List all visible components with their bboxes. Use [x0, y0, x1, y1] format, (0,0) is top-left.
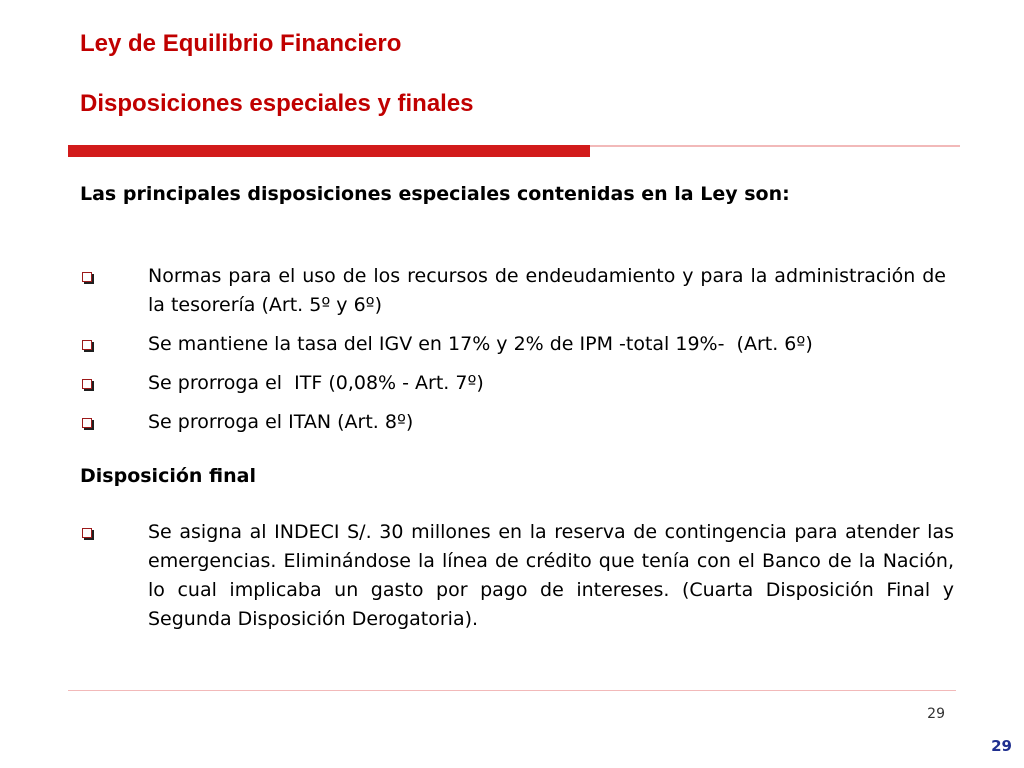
bullet-text: Se mantiene la tasa del IGV en 17% y 2% de IPM -total 19%- (Art. 6º) — [148, 333, 813, 355]
final-bullet-list — [80, 518, 954, 644]
slide-title: Ley de Equilibrio Financiero — [80, 30, 402, 57]
intro-text: Las principales disposiciones especiales contenidas en la Ley son: — [80, 183, 790, 205]
bullet-text: Se prorroga el ITAN (Art. 8º) — [148, 411, 414, 433]
list-item — [80, 262, 946, 320]
list-item — [80, 330, 946, 359]
footer-divider — [68, 690, 956, 691]
checkbox-bullet-icon — [82, 379, 92, 389]
list-item — [80, 518, 954, 634]
main-bullet-list — [80, 262, 946, 447]
slide-subtitle: Disposiciones especiales y finales — [80, 90, 474, 117]
title-divider-thick — [68, 145, 590, 157]
checkbox-bullet-icon — [82, 528, 92, 538]
bullet-text: Normas para el uso de los recursos de endeudamiento y para la administración de la tesorería (Art. 5º y 6º) — [148, 265, 946, 316]
bullet-text: Se prorroga el ITF (0,08% - Art. 7º) — [148, 372, 484, 394]
title-divider-thin — [590, 145, 960, 147]
slide-number: 29 — [991, 737, 1012, 755]
bullet-text: Se asigna al INDECI S/. 30 millones en la reserva de contingencia para atender las emergencias. Eliminándose la línea de crédito que tenía con el Banco de la Nación, lo cual implicaba un gasto por pago de intereses. (Cuarta Disposición Final y Segunda Disposición Derogatoria). — [148, 521, 954, 630]
checkbox-bullet-icon — [82, 340, 92, 350]
checkbox-bullet-icon — [82, 272, 92, 282]
section-heading: Disposición final — [80, 465, 256, 487]
list-item — [80, 408, 946, 437]
page-number: 29 — [927, 706, 945, 722]
checkbox-bullet-icon — [82, 418, 92, 428]
list-item — [80, 369, 946, 398]
